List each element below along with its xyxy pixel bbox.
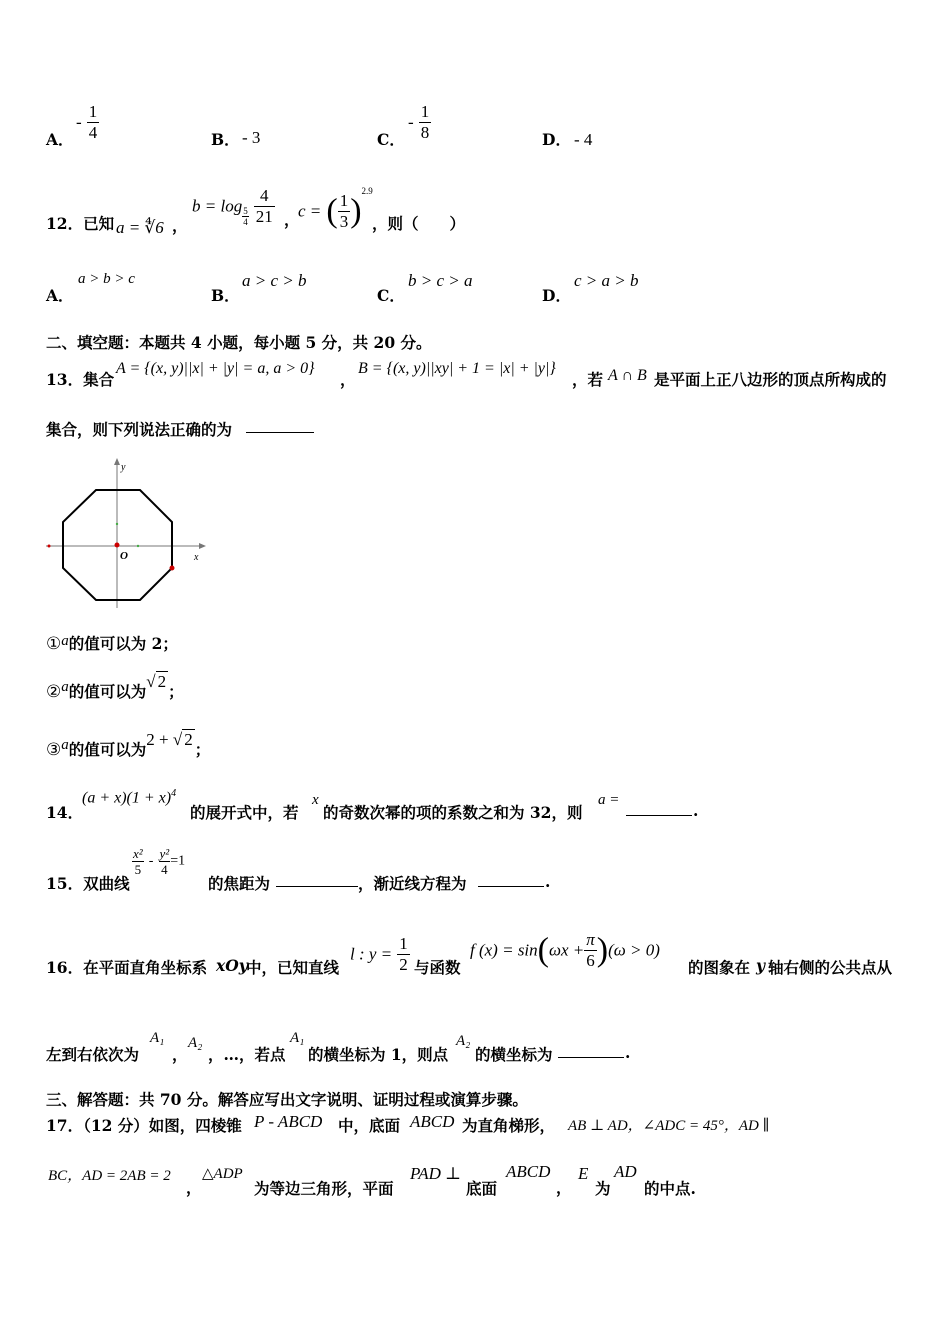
q16-text6: 的横坐标为 (475, 1045, 553, 1064)
q16-prefix: 16．在平面直角坐标系 (46, 958, 208, 977)
q15-text2: ，渐近线方程为 (358, 874, 467, 893)
q15-text1: 的焦距为 (208, 874, 271, 893)
q15-y-frac (159, 846, 171, 877)
s2-text: 的值可以为 (68, 682, 147, 701)
q12-opt-a-label: A． (46, 286, 74, 305)
s3-text: 的值可以为 (68, 740, 147, 759)
q14-prefix: 14． (46, 803, 84, 822)
q11-c-num: 1 (420, 102, 430, 121)
section2-heading: 二、填空题：本题共 4 小题，每小题 5 分，共 20 分。 (46, 333, 432, 352)
q15-y-den: 4 (161, 862, 168, 877)
q17-tri: △ADP (202, 1166, 243, 1182)
s1-num: ① (46, 634, 62, 653)
q17-prefix: 17．（12 分）如图，四棱锥 (46, 1116, 242, 1135)
q15-x-frac (132, 846, 144, 877)
vertex-point (170, 566, 175, 571)
q14-text2: 的奇数次幂的项的系数之和为 32，则 (323, 803, 583, 822)
q15-minus: - (148, 853, 154, 869)
q16-func: f (x) = sin (470, 940, 538, 960)
q15-eq: =1 (170, 853, 186, 869)
q16-comma1: ， (172, 1045, 188, 1064)
q12-opt-b-label: B． (211, 286, 240, 305)
q16-a1b: A₁ (290, 1030, 305, 1046)
q12-comma-2: ， (284, 210, 300, 229)
q16-ellipsis: ，…，若点 (208, 1045, 286, 1064)
q16-text3: 的图象在 (688, 958, 751, 977)
q15-prefix: 15．双曲线 (46, 874, 130, 893)
q14-exp: 4 (171, 788, 177, 799)
q12-c-lparen: ( (326, 192, 338, 230)
q12-c-rparen: ) (350, 192, 362, 230)
q12-opt-c-label: C． (377, 286, 405, 305)
x-axis-label: x (194, 552, 199, 563)
s2-num: ② (46, 682, 62, 701)
q16-pi-frac (584, 930, 597, 971)
q15-equation (132, 846, 185, 877)
q14-answer-blank[interactable] (626, 801, 692, 816)
q16-cond: (ω > 0) (608, 940, 660, 960)
s3-val2: 2 (184, 730, 193, 749)
q11-option-b-value: - 3 (242, 128, 261, 147)
q12-b-expr (192, 186, 275, 227)
q12-opt-b: a > c > b (242, 271, 307, 290)
q11-option-a-value (76, 102, 99, 143)
q17-base: ABCD (410, 1112, 455, 1131)
q16-text2: 与函数 (414, 958, 461, 977)
q16-pi-num: π (586, 930, 595, 949)
q17-pyramid: P - ABCD (254, 1112, 323, 1131)
q16-a2: A₂ (188, 1035, 203, 1051)
q11-a-fraction (87, 102, 100, 143)
octagon-figure (44, 458, 209, 610)
q13-statement-2 (46, 672, 184, 702)
s3-num: ③ (46, 740, 62, 759)
q12-comma-1: ， (172, 216, 188, 235)
q17-text6: 的中点. (644, 1179, 696, 1198)
q11-c-fraction (419, 102, 432, 143)
q11-c-den: 8 (420, 123, 430, 142)
q11-option-b-label: B． (211, 130, 240, 149)
q11-option-c-value (408, 102, 431, 143)
s3-var: a (61, 737, 69, 753)
q17-text5: 为 (595, 1179, 611, 1198)
q17-comma: ， (186, 1178, 202, 1197)
q17-e: E (578, 1164, 589, 1183)
q13-cap: A ∩ B (608, 367, 647, 384)
q17-line2-cond: BC，AD = 2AB = 2 (48, 1168, 171, 1184)
q17-ad: AD (614, 1162, 637, 1181)
q11-option-d-label: D． (542, 130, 571, 149)
q16-answer-blank[interactable] (558, 1043, 624, 1058)
q13-statement-1 (46, 632, 178, 654)
q12-opt-a: a > b > c (78, 271, 135, 287)
s3-val1: 2 + (146, 730, 173, 749)
q16-xoy: xOy (216, 956, 248, 975)
x-axis-arrow (199, 543, 206, 549)
q16-line-frac (397, 934, 410, 975)
q12-c-exp: 2.9 (361, 186, 373, 196)
q13-answer-blank[interactable] (246, 418, 314, 433)
q12-b-fraction (254, 186, 275, 227)
q16-text1: 中，已知直线 (246, 958, 340, 977)
q16-text5: 的横坐标为 1，则点 (308, 1045, 449, 1064)
q16-yaxis: y (756, 956, 766, 975)
q16-line-expr: l : y = (350, 944, 393, 964)
q16-a2b: A₂ (456, 1033, 471, 1049)
q12-opt-d-label: D． (542, 286, 571, 305)
q14-end-var: a = (598, 792, 620, 808)
q15-period: . (545, 872, 551, 891)
q12-b-base-num: 5 (243, 206, 248, 216)
q15-asymptote-blank[interactable] (478, 872, 544, 887)
s2-sqrt: √ 2 (146, 672, 167, 691)
section3-heading: 三、解答题：共 70 分。解答应写出文字说明、证明过程或演算步骤。 (46, 1090, 528, 1109)
s3-sqrt: √ 2 (172, 730, 193, 749)
q14-text1: 的展开式中，若 (190, 803, 299, 822)
s2-val: 2 (157, 672, 167, 691)
q16-rparen: ) (596, 931, 609, 969)
q13-set-a: A = {(x, y)||x| + |y| = a, a > 0} (116, 360, 315, 377)
q16-text4: 轴右侧的公共点从 (768, 958, 893, 977)
q17-cond1: AB ⊥ AD，∠ADC = 45°，AD ∥ (568, 1118, 770, 1134)
q12-b-base (242, 206, 249, 227)
q17-base2: ABCD (506, 1162, 551, 1181)
q17-comma2: ， (556, 1178, 572, 1197)
q16-omega-x: ωx + (548, 940, 585, 960)
s2-var: a (61, 679, 69, 695)
q12-b-den: 21 (255, 207, 273, 226)
q16-line2-a: 左到右依次为 (46, 1045, 140, 1064)
q12-b-base-den: 4 (243, 217, 248, 227)
q12-b-num: 4 (254, 186, 275, 207)
q17-text3: 为等边三角形，平面 (254, 1179, 394, 1198)
q11-option-c-label: C． (377, 130, 405, 149)
q14-expr (82, 788, 176, 807)
q15-y-num: y² (159, 846, 170, 861)
q15-x-num: x² (133, 846, 143, 861)
q15-focal-blank[interactable] (276, 872, 358, 887)
q16-line (350, 934, 410, 975)
q16-a1: A₁ (150, 1030, 165, 1046)
origin-label: O (120, 550, 128, 562)
q13-set-b: B = {(x, y)||xy| + 1 = |x| + |y|} (358, 360, 556, 377)
q14-period: . (693, 801, 699, 820)
q12-c-fraction (338, 191, 351, 232)
q13-prefix: 13．集合 (46, 370, 115, 389)
q13-comma: ， (340, 370, 356, 389)
q12-c-den: 3 (339, 212, 349, 231)
q16-pi-den: 6 (586, 951, 595, 970)
q11-a-sign: - (76, 112, 82, 132)
q12-c-num: 1 (339, 191, 349, 210)
q16-l-num: 1 (399, 934, 408, 953)
s1-var: a (61, 633, 69, 649)
q12-opt-d: c > a > b (574, 271, 639, 290)
q14-var: x (312, 792, 319, 808)
q16-l-den: 2 (399, 955, 408, 974)
q13-tail: 是平面上正八边形的顶点所构成的 (654, 370, 887, 389)
q12-c-prefix: c = (298, 201, 322, 221)
q13-statement-3 (46, 730, 210, 760)
s1-text: 的值可以为 2； (68, 634, 178, 653)
q12-b-prefix: b = log (192, 196, 243, 216)
x-axis-left-point (48, 545, 51, 548)
x-tick-point (137, 545, 139, 547)
q11-c-sign: - (408, 112, 414, 132)
q12-suffix: ，则（ ） (372, 214, 466, 233)
q11-option-d-value: - 4 (574, 130, 593, 149)
y-axis-arrow (114, 458, 120, 465)
q16-function (470, 930, 660, 971)
s2-end: ； (168, 682, 184, 701)
q17-text1: 中，底面 (338, 1116, 401, 1135)
q17-text2: 为直角梯形， (462, 1116, 556, 1135)
q14-expr-body: (a + x)(1 + x) (82, 789, 172, 807)
q13-line2: 集合，则下列说法正确的为 (46, 420, 233, 439)
q12-opt-c: b > c > a (408, 271, 473, 290)
q17-text4: 底面 (466, 1179, 498, 1198)
q11-a-num: 1 (88, 102, 98, 121)
q16-lparen: ( (537, 931, 549, 969)
q13-mid: ，若 (572, 370, 604, 389)
q12-c-expr (298, 186, 373, 232)
y-tick-point (116, 523, 118, 525)
q16-period: . (625, 1043, 631, 1062)
q15-x-den: 5 (134, 862, 142, 877)
s3-end: ； (194, 740, 211, 759)
q12-number: 12．已知 (46, 214, 115, 233)
q11-a-den: 4 (88, 123, 98, 142)
q11-option-a-label: A． (46, 130, 74, 149)
origin-point (115, 543, 120, 548)
y-axis-label: y (121, 462, 126, 473)
q17-plane: PAD ⊥ (410, 1164, 462, 1183)
q12-a-expr: a = ∜6 (116, 218, 164, 237)
